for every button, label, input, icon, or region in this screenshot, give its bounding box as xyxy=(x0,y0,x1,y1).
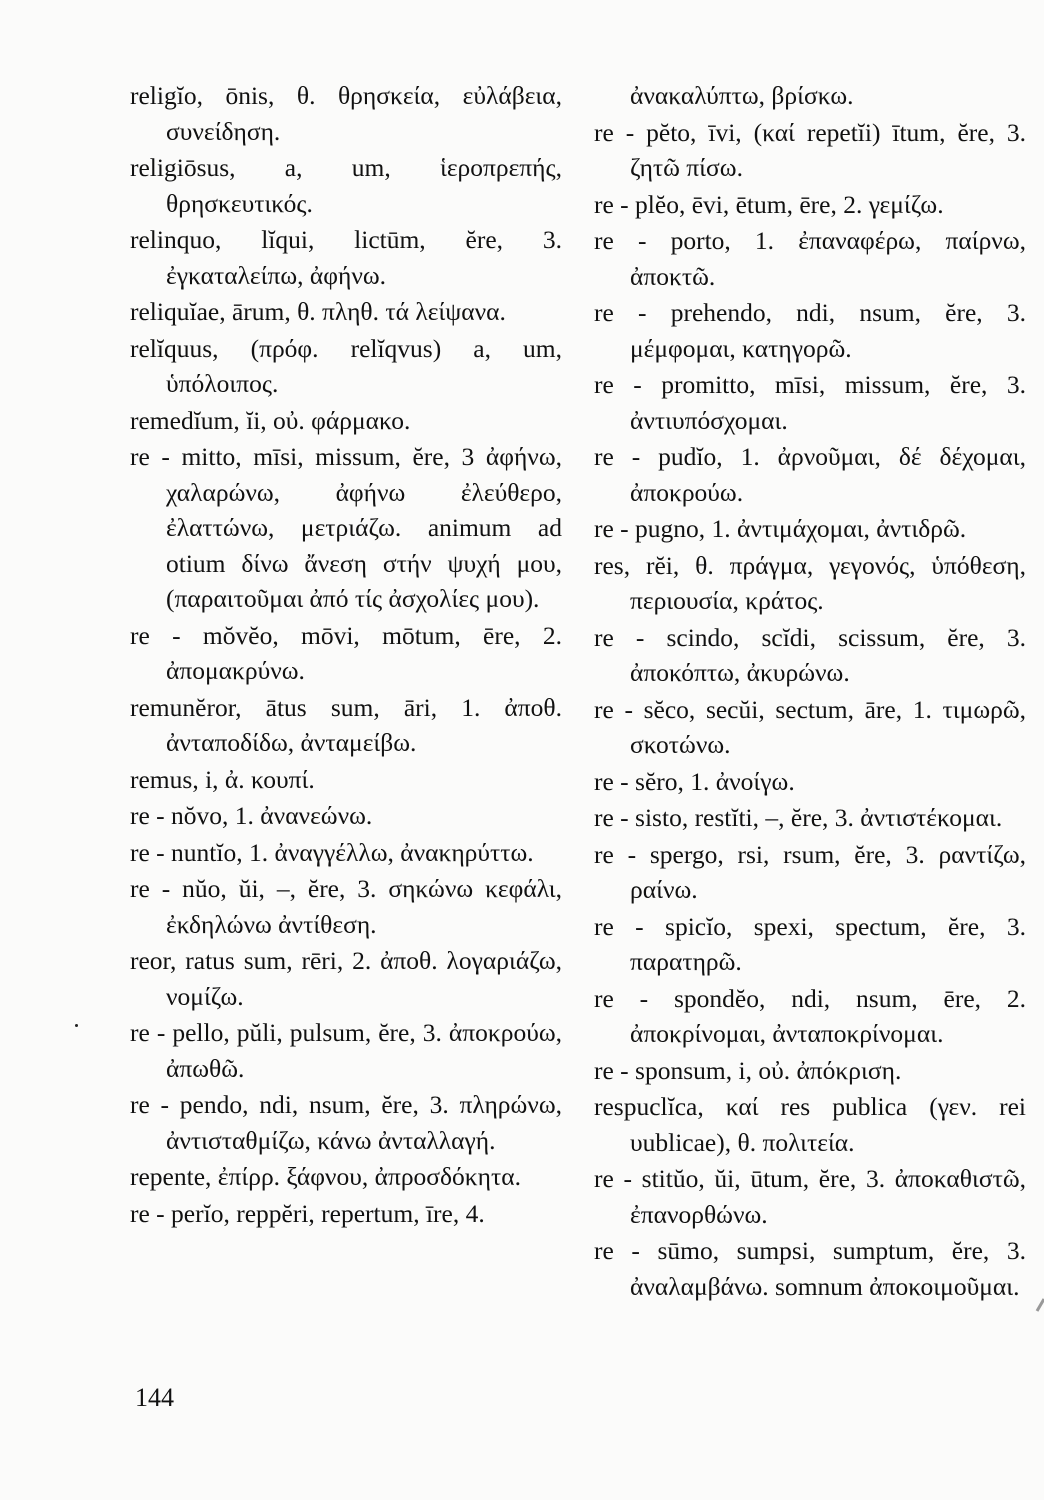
dictionary-entry: re - spicĭo, spexi, spectum, ĕre, 3. παρατηρῶ. xyxy=(594,911,1026,976)
dictionary-entry: re - plĕo, ēvi, ētum, ēre, 2. γεμίζω. xyxy=(594,189,944,219)
dictionary-entry: ἀνακαλύπτω, βρίσκω. xyxy=(630,81,854,110)
dictionary-entry: re - nŏvo, 1. ἀνανεώνω. xyxy=(130,801,373,830)
print-speck xyxy=(75,1024,78,1027)
edge-mark xyxy=(1036,1298,1044,1312)
dictionary-entry: respuclĭca, καί res publica (γεν. rei υublicae), θ. πολιτεία. xyxy=(594,1092,1026,1157)
dictionary-entry: re - perĭo, reppĕri, repertum, īre, 4. xyxy=(130,1198,485,1228)
dictionary-entry: re - sĕro, 1. ἀνοίγω. xyxy=(594,766,795,796)
left-column xyxy=(130,78,562,1232)
dictionary-entry: re - prehendo, ndi, nsum, ĕre, 3. μέμφομαι, κατηγορῶ. xyxy=(594,298,1026,363)
dictionary-entry: reor, ratus sum, rēri, 2. ἀποθ. λογαριάζω, νομίζω. xyxy=(130,946,562,1011)
dictionary-entry: re - porto, 1. ἐπαναφέρω, παίρνω, ἀποκτῶ. xyxy=(594,226,1026,291)
dictionary-entry: re - stitŭo, ŭi, ūtum, ĕre, 3. ἀποκαθιστῶ, ἐπανορθώνω. xyxy=(594,1164,1026,1229)
dictionary-entry: re - pugno, 1. ἀντιμάχομαι, ἀντιδρῶ. xyxy=(594,514,967,543)
dictionary-entry: re - sisto, restĭti, –, ĕre, 3. ἀντιστέκομαι. xyxy=(594,803,1003,832)
dictionary-entry: re - mŏvĕo, mōvi, mōtum, ēre, 2. ἀπομακρύνω. xyxy=(130,620,562,685)
dictionary-entry: re - spergo, rsi, rsum, ĕre, 3. ραντίζω, ραίνω. xyxy=(594,839,1026,904)
dictionary-entry: re - pendo, ndi, nsum, ĕre, 3. πληρώνω, ἀντισταθμίζω, κάνω ἀνταλλαγή. xyxy=(130,1090,562,1155)
dictionary-entry: repente, ἐπίρρ. ξάφνου, ἀπροσδόκητα. xyxy=(130,1162,521,1191)
page-number: 144 xyxy=(135,1383,174,1412)
dictionary-entry: relĭquus, (πρόφ. relĭqvus) a, um, ὑπόλοιπος. xyxy=(130,333,562,398)
dictionary-entry: religĭo, ōnis, θ. θρησκεία, εὐλάβεια, συνείδηση. xyxy=(130,81,562,146)
dictionary-entry: res, rĕi, θ. πράγμα, γεγονός, ὑπόθεση, περιουσία, κράτος. xyxy=(594,550,1026,615)
dictionary-entry: religiōsus, a, um, ἱεροπρεπής, θρησκευτικός. xyxy=(130,153,562,218)
dictionary-entry: remedĭum, ĭi, οὐ. φάρμακο. xyxy=(130,405,411,435)
dictionary-entry: remus, i, ἀ. κουπί. xyxy=(130,764,315,794)
dictionary-entry: re - pĕto, īvi, (καί repetĭi) ītum, ĕre, 3. ζητῶ πίσω. xyxy=(594,117,1026,182)
dictionary-entry: relinquo, lĭqui, lictūm, ĕre, 3. ἐγκαταλείπω, ἀφήνω. xyxy=(130,225,562,290)
dictionary-entry: re - pello, pŭli, pulsum, ĕre, 3. ἀποκρούω, ἀπωθῶ. xyxy=(130,1018,562,1083)
dictionary-entry: re - sĕco, secŭi, sectum, āre, 1. τιμωρῶ, σκοτώνω. xyxy=(594,694,1026,759)
dictionary-entry: re - sūmo, sumpsi, sumptum, ĕre, 3. ἀναλαμβάνω. somnum ἀποκοιμοῦμαι. xyxy=(594,1236,1026,1301)
dictionary-entry: re - nŭo, ŭi, –, ĕre, 3. σηκώνω κεφάλι, ἐκδηλώνω ἀντίθεση. xyxy=(130,874,562,939)
dictionary-entry: remunĕror, ātus sum, āri, 1. ἀποθ. ἀνταποδίδω, ἀνταμείβω. xyxy=(130,692,562,757)
dictionary-entry: re - nuntĭo, 1. ἀναγγέλλω, ἀνακηρύττω. xyxy=(130,837,534,867)
dictionary-entry: re - spondĕo, ndi, nsum, ēre, 2. ἀποκρίνομαι, ἀνταποκρίνομαι. xyxy=(594,983,1026,1048)
dictionary-entry: re - scindo, scĭdi, scissum, ĕre, 3. ἀποκόπτω, ἀκυρώνω. xyxy=(594,622,1026,687)
dictionary-entry: re - mitto, mīsi, missum, ĕre, 3 ἀφήνω, χαλαρώνω, ἀφήνω ἐλεύθερο, ἐλαττώνω, μετριάζω. animum ad otium δίνω ἄνεση στήν ψυχή μου, (παραιτοῦμαι ἀπό τίς ἀσχολίες μου). xyxy=(130,442,562,613)
right-column xyxy=(594,78,1026,1305)
dictionary-entry: re - pudĭo, 1. ἀρνοῦμαι, δέ δέχομαι, ἀποκρούω. xyxy=(594,442,1026,507)
dictionary-entry: reliquĭae, ārum, θ. πληθ. τά λείψανα. xyxy=(130,297,506,326)
dictionary-entry: re - promitto, mīsi, missum, ĕre, 3. ἀντιυπόσχομαι. xyxy=(594,370,1026,435)
dictionary-entry: re - sponsum, i, οὐ. ἀπόκριση. xyxy=(594,1055,902,1085)
